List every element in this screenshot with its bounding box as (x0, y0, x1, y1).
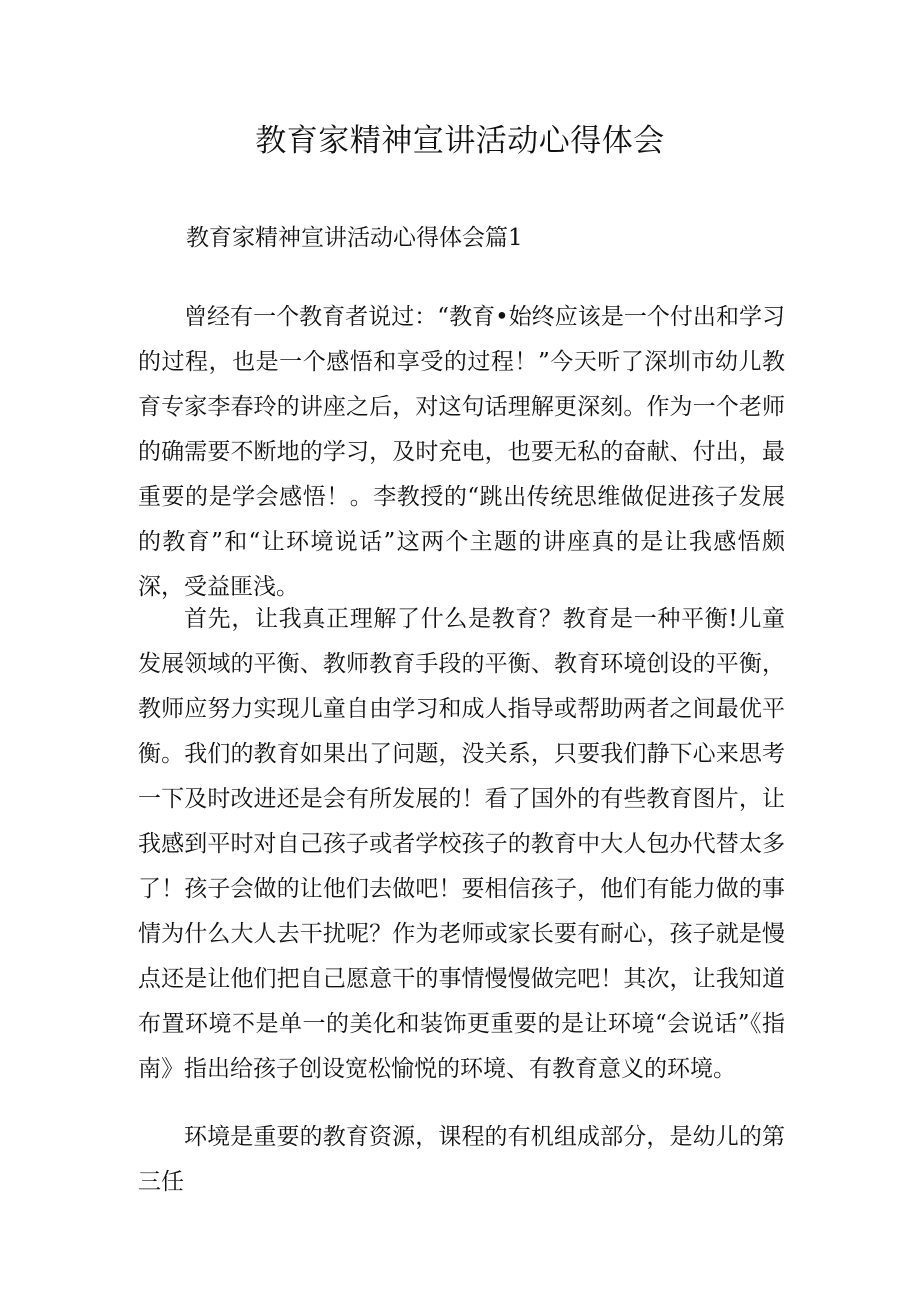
section-heading: 教育家精神宣讲活动心得体会篇1 (186, 225, 523, 251)
paragraph-2: 首先，让我真正理解了什么是教育？教育是一种平衡!儿童发展领域的平衡、教师教育手段的平衡、教育环境创设的平衡，教师应努力实现儿童自由学习和成人指导或帮助两者之间最优平衡。我们的教育如果出了问题，没关系，只要我们静下心来思考一下及时改进还是会有所发展的！看了国外的有些教育图片，让我感到平时对自己孩子或者学校孩子的教育中大人包办代替太多了！孩子会做的让他们去做吧！要相信孩子，他们有能力做的事情为什么大人去干扰呢？作为老师或家长要有耐心，孩子就是慢点还是让他们把自己愿意干的事情慢慢做完吧！其次，让我知道布置环境不是单一的美化和装饰更重要的是让环境“会说话”《指南》指出给孩子创设宽松愉悦的环境、有教育意义的环境。 (138, 606, 785, 1082)
document-title: 教育家精神宣讲活动心得体会 (255, 123, 665, 159)
paragraph-1: 曾经有一个教育者说过：“教育•始终应该是一个付出和学习的过程，也是一个感悟和享受的过程！”今天听了深圳市幼儿教育专家李春玲的讲座之后，对这句话理解更深刻。作为一个老师的确需要不断地的学习，及时充电，也要无私的奋献、付出，最重要的是学会感悟！。李教授的“跳出传统思维做促进孩子发展的教育”和“让环境说话”这两个主题的讲座真的是让我感悟颇深，受益匪浅。 (138, 304, 785, 600)
paragraph-3: 环境是重要的教育资源，课程的有机组成部分，是幼儿的第三任 (138, 1124, 785, 1195)
